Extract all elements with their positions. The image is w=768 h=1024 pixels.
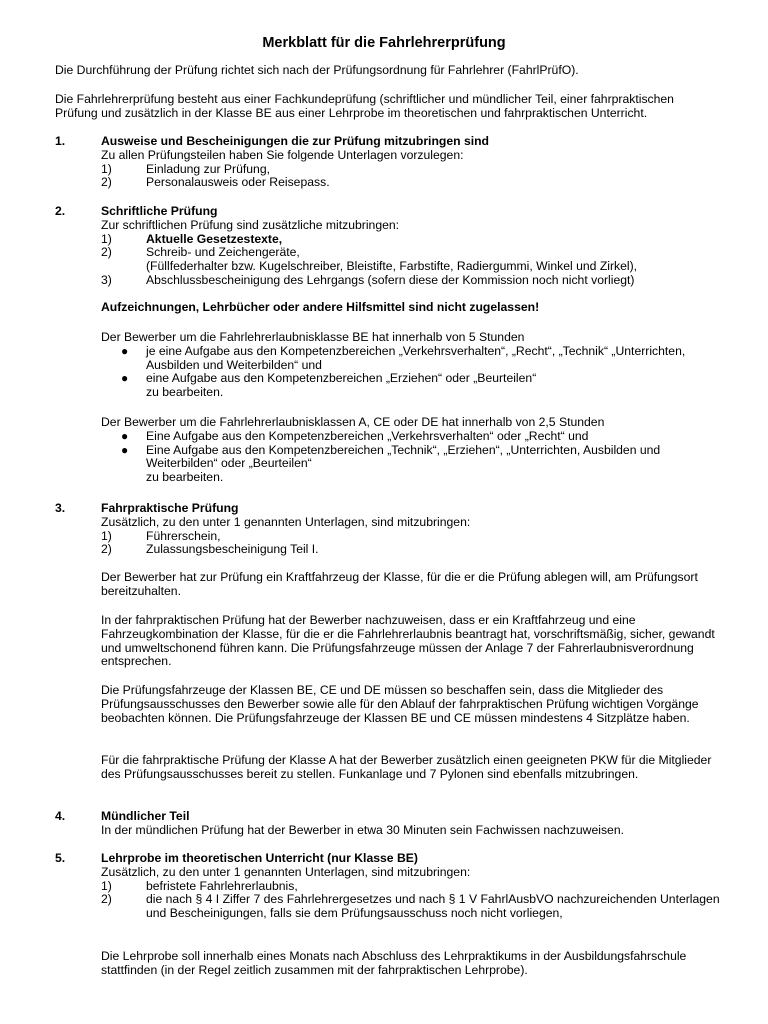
section-1-text: Zu allen Prüfungsteilen haben Sie folgende Unterlagen vorzulegen: bbox=[101, 147, 464, 162]
list-item-text: je eine Aufgabe aus den Kompetenzbereichen „Verkehrsverhalten“, „Recht“, „Technik“ „Unterrichten, Ausbilden und Weiterbilden“ und bbox=[146, 343, 686, 372]
list-item-text: Aktuelle Gesetzestexte, bbox=[146, 231, 283, 246]
list-item bbox=[101, 345, 721, 373]
be-text: Der Bewerber um die Fahrlehrerlaubnisklasse BE hat innerhalb von 5 Stunden bbox=[101, 330, 525, 344]
list-item bbox=[101, 372, 721, 386]
list-item bbox=[101, 233, 721, 247]
list-item-number: 2) bbox=[101, 542, 112, 557]
section-4-heading: Mündlicher Teil bbox=[101, 809, 190, 823]
list-item bbox=[101, 444, 721, 472]
list-item-number: 2) bbox=[101, 245, 112, 260]
list-item bbox=[101, 176, 721, 190]
section-4-text: In der mündlichen Prüfung hat der Bewerber in etwa 30 Minuten sein Fachwissen nachzuweisen. bbox=[101, 822, 625, 837]
list-item-text: befristete Fahrlehrerlaubnis, bbox=[146, 878, 298, 893]
ace-text: Der Bewerber um die Fahrlehrerlaubnisklassen A, CE oder DE hat innerhalb von 2,5 Stunden bbox=[101, 415, 605, 429]
section-5-paragraph bbox=[101, 950, 721, 978]
section-1-heading: Ausweise und Bescheinigungen die zur Prüfung mitzubringen sind bbox=[101, 134, 489, 148]
list-item-number: 2) bbox=[101, 892, 112, 907]
list-item-text: Einladung zur Prüfung, bbox=[146, 161, 270, 176]
section-2 bbox=[101, 205, 721, 288]
list-item bbox=[101, 543, 721, 557]
paragraph-text: Der Bewerber hat zur Prüfung ein Kraftfahrzeug der Klasse, für die er die Prüfung ablegen will, am Prüfungsort bereitzuhalten. bbox=[101, 570, 698, 598]
list-item bbox=[101, 274, 721, 288]
intro-paragraph-1: Die Durchführung der Prüfung richtet sich nach der Prüfungsordnung für Fahrlehrer (FahrlPrüfO). bbox=[55, 63, 579, 77]
section-3-paragraph-1 bbox=[101, 571, 721, 599]
list-item-text: Personalausweis oder Reisepass. bbox=[146, 175, 330, 190]
section-3-heading: Fahrpraktische Prüfung bbox=[101, 501, 239, 515]
ace-end-text: zu bearbeiten. bbox=[146, 470, 224, 485]
list-item-text: die nach § 4 I Ziffer 7 des Fahrlehrergesetzes und nach § 1 V FahrlAusbVO nachzureichenden Unterlagen und Bescheinigungen, falls sie dem Prüfungsausschuss noch nicht vorliegen, bbox=[146, 892, 720, 921]
paragraph-text: Für die fahrpraktische Prüfung der Klasse A hat der Bewerber zusätzlich einen geeigneten PKW für die Mitglieder des Prüfungsausschusses bereit zu stellen. Funkanlage und 7 Pylonen sind ebenfalls mitzubringen. bbox=[101, 753, 712, 781]
warning-text: Aufzeichnungen, Lehrbücher oder andere Hilfsmittel sind nicht zugelassen! bbox=[101, 300, 540, 314]
section-4 bbox=[101, 810, 721, 838]
warning-notice bbox=[101, 301, 721, 315]
paragraph-text: Die Prüfungsfahrzeuge der Klassen BE, CE und DE müssen so beschaffen sein, dass die Mitglieder des Prüfungsausschusses den Bewerber sowie alle für den Ablauf der fahrpraktischen Prüfung wichtigen Vorgänge beobachten können. Die Prüfungsfahrzeuge der Klassen BE und CE müssen mindestens 4 Sitzplätze haben. bbox=[101, 683, 699, 725]
list-item-text: eine Aufgabe aus den Kompetenzbereichen „Erziehen“ oder „Beurteilen“ bbox=[146, 371, 537, 386]
list-item-text: Eine Aufgabe aus den Kompetenzbereichen „Verkehrsverhalten“ oder „Recht“ und bbox=[146, 428, 589, 443]
document-title: Merkblatt für die Fahrlehrerprüfung bbox=[262, 35, 506, 51]
list-item-text: Zulassungsbescheinigung Teil I. bbox=[146, 542, 319, 557]
section-2-text: Zur schriftlichen Prüfung sind zusätzliche mitzubringen: bbox=[101, 217, 400, 232]
be-requirements bbox=[101, 331, 721, 400]
section-2-heading: Schriftliche Prüfung bbox=[101, 204, 218, 218]
ace-requirements bbox=[101, 416, 721, 485]
list-item bbox=[101, 260, 721, 274]
list-item bbox=[101, 880, 721, 894]
bullet-icon: ● bbox=[121, 343, 129, 358]
bullet-icon: ● bbox=[121, 428, 129, 443]
paragraph-text: In der fahrpraktischen Prüfung hat der Bewerber nachzuweisen, dass er ein Kraftfahrzeug und eine Fahrzeugkombination der Klasse, für die er die Fahrlehrerlaubnis beantragt hat, vorschriftsmäßig, sicher, gewandt und umweltschonend führen kann. Die Prüfungsfahrzeuge müssen der Anlage 7 der Fahrerlaubnisverordnung entsprechen. bbox=[101, 613, 715, 669]
section-3-paragraph-4 bbox=[101, 754, 721, 782]
section-1 bbox=[101, 135, 721, 190]
list-item-text: Abschlussbescheinigung des Lehrgangs (sofern diese der Kommission noch nicht vorliegt) bbox=[146, 272, 635, 287]
section-3-paragraph-3 bbox=[101, 684, 721, 725]
paragraph-text: Die Lehrprobe soll innerhalb eines Monats nach Abschluss des Lehrpraktikums in der Ausbildungsfahrschule stattfinden (in der Regel zeitlich zusammen mit der fahrpraktischen Lehrprobe). bbox=[101, 949, 687, 977]
section-3 bbox=[101, 502, 721, 557]
list-item-text: Schreib- und Zeichengeräte, bbox=[146, 245, 300, 260]
list-item-number: 2) bbox=[101, 175, 112, 190]
bullet-icon: ● bbox=[121, 371, 129, 386]
list-item-number: 1) bbox=[101, 161, 112, 176]
section-1-number: 1. bbox=[55, 134, 66, 148]
be-end-text: zu bearbeiten. bbox=[146, 385, 224, 400]
list-item-text: Eine Aufgabe aus den Kompetenzbereichen „Technik“, „Erziehen“, „Unterrichten, Ausbilden und Weiterbilden“ oder „Beurteilen“ bbox=[146, 442, 661, 471]
intro-paragraph-2: Die Fahrlehrerprüfung besteht aus einer Fachkundeprüfung (schriftlicher und mündlicher Teil, einer fahrpraktischen Prüfung und zusätzlich in der Klasse BE aus einer Lehrprobe im theoretischen und fahrpraktischen Unterricht. bbox=[55, 92, 674, 120]
section-2-number: 2. bbox=[55, 204, 66, 218]
list-item bbox=[101, 163, 721, 177]
list-item bbox=[101, 893, 721, 921]
list-item-number: 1) bbox=[101, 528, 112, 543]
list-item bbox=[101, 246, 721, 260]
list-item bbox=[101, 430, 721, 444]
section-3-number: 3. bbox=[55, 501, 66, 515]
list-item bbox=[101, 530, 721, 544]
section-4-number: 4. bbox=[55, 809, 66, 823]
list-item-text: Führerschein, bbox=[146, 528, 221, 543]
list-item-number: 1) bbox=[101, 231, 112, 246]
section-5 bbox=[101, 852, 721, 921]
section-3-paragraph-2 bbox=[101, 614, 721, 669]
section-5-number: 5. bbox=[55, 851, 66, 865]
section-5-heading: Lehrprobe im theoretischen Unterricht (nur Klasse BE) bbox=[101, 851, 418, 865]
bullet-icon: ● bbox=[121, 442, 129, 457]
list-item-number: 3) bbox=[101, 272, 112, 287]
list-item-number: 1) bbox=[101, 878, 112, 893]
section-5-text: Zusätzlich, zu den unter 1 genannten Unterlagen, sind mitzubringen: bbox=[101, 864, 471, 879]
section-3-text: Zusätzlich, zu den unter 1 genannten Unterlagen, sind mitzubringen: bbox=[101, 514, 471, 529]
list-item-text: (Füllfederhalter bzw. Kugelschreiber, Bleistifte, Farbstifte, Radiergummi, Winkel und Zirkel), bbox=[146, 259, 638, 274]
